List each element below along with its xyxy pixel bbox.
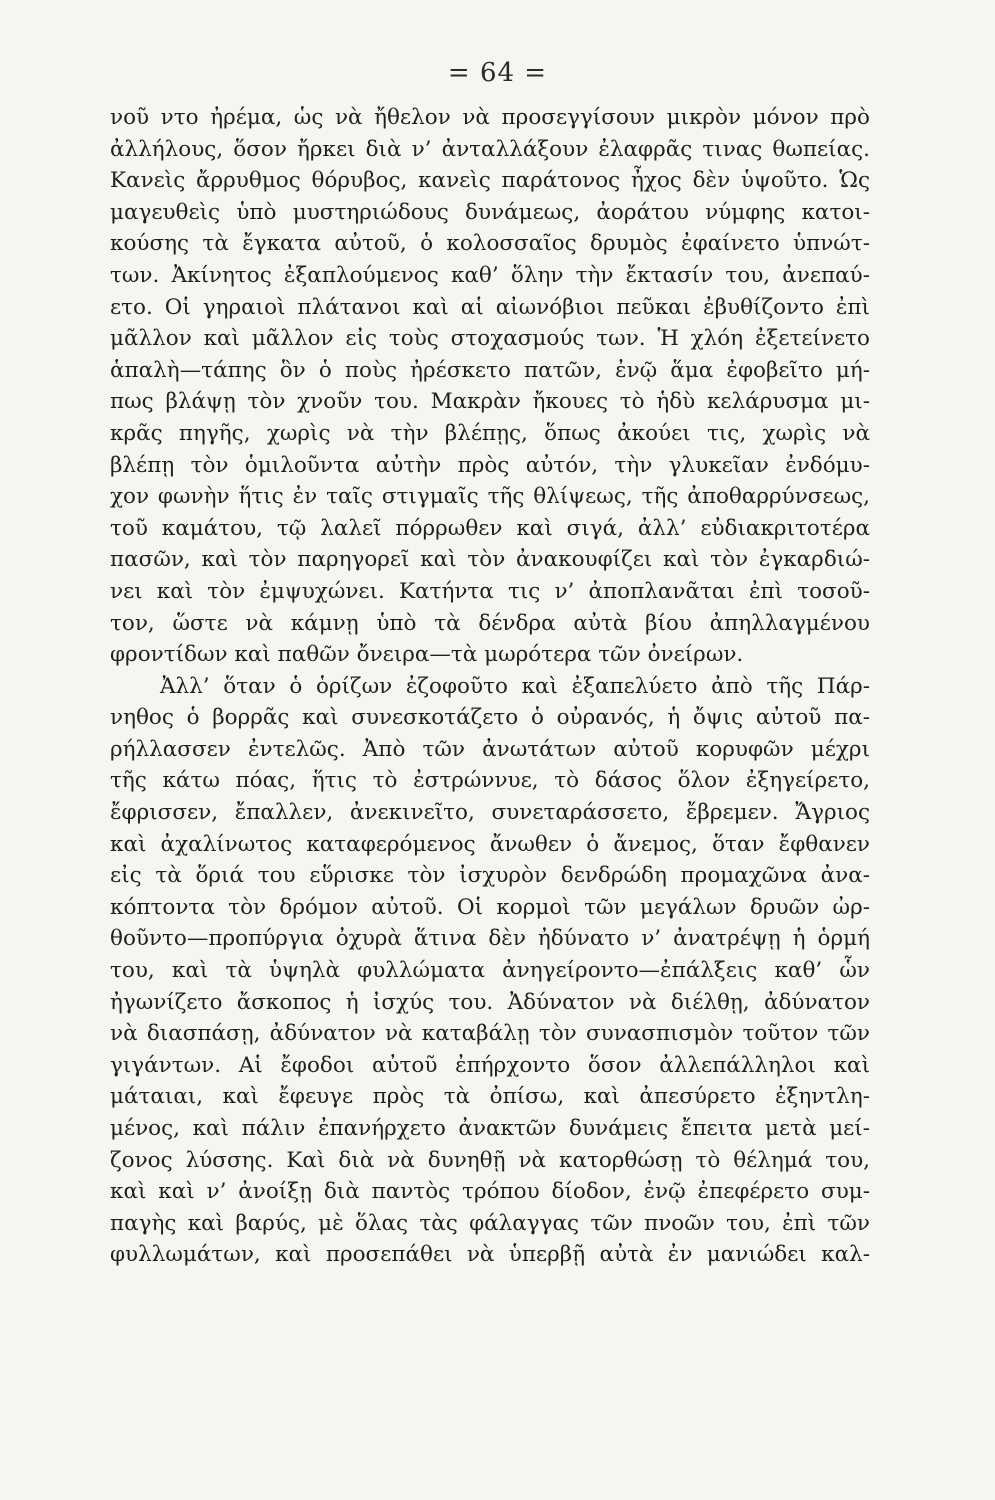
page-number: = 64 = bbox=[447, 58, 548, 88]
text-line: ἔφρισσεν, ἔπαλλεν, ἀνεκινεῖτο, συνεταράσσετο, ἔβρεμεν. Ἄγριος bbox=[110, 800, 870, 826]
text-line: ἀλλήλους, ὅσον ἤρκει διὰ ν’ ἀνταλλάξουν ἐλαφρᾶς τινας θωπείας. bbox=[110, 136, 870, 162]
text-line: Ἀλλ’ ὅταν ὁ ὁρίζων ἐζοφοῦτο καὶ ἐξαπελύετο ἀπὸ τῆς Πάρ- bbox=[160, 673, 870, 699]
text-line: μένος, καὶ πάλιν ἐπανήρχετο ἀνακτῶν δυνάμεις ἔπειτα μετὰ μεί- bbox=[110, 1116, 870, 1141]
text-line: τῆς κάτω πόας, ἥτις τὸ ἐστρώννυε, τὸ δάσος ὅλον ἐξηγείρετο, bbox=[110, 768, 870, 794]
text-line: ζονος λύσσης. Καὶ διὰ νὰ δυνηθῇ νὰ κατορθώσῃ τὸ θέλημά του, bbox=[110, 1147, 870, 1173]
text-line: νει καὶ τὸν ἐμψυχώνει. Κατήντα τις ν’ ἀποπλανᾶται ἐπὶ τοσοῦ- bbox=[110, 578, 870, 604]
text-line: εἰς τὰ ὅριά του εὕρισκε τὸν ἰσχυρὸν δενδρώδη προμαχῶνα ἀνα- bbox=[110, 863, 870, 889]
text-line: ρήλλασσεν ἐντελῶς. Ἀπὸ τῶν ἀνωτάτων αὐτοῦ κορυφῶν μέχρι bbox=[110, 736, 870, 762]
body-text bbox=[110, 102, 870, 1271]
text-line: κρᾶς πηγῆς, χωρὶς νὰ τὴν βλέπῃς, ὅπως ἀκούει τις, χωρὶς νὰ bbox=[110, 420, 870, 446]
text-line: κούσης τὰ ἔγκατα αὐτοῦ, ὁ κολοσσαῖος δρυμὸς ἐφαίνετο ὑπνώτ- bbox=[110, 231, 870, 257]
text-line: ἁπαλὴ—τάπης ὃν ὁ ποὺς ἠρέσκετο πατῶν, ἐνῷ ἅμα ἐφοβεῖτο μή- bbox=[110, 357, 870, 383]
text-line: μαγευθεὶς ὑπὸ μυστηριώδους δυνάμεως, ἀοράτου νύμφης κατοι- bbox=[110, 199, 870, 225]
text-line: τοῦ καμάτου, τῷ λαλεῖ πόρρωθεν καὶ σιγά, ἀλλ’ εὐδιακριτοτέρα bbox=[110, 515, 870, 541]
text-line: πως βλάψῃ τὸν χνοῦν του. Μακρὰν ἤκουες τὸ ἡδὺ κελάρυσμα μι- bbox=[110, 389, 870, 415]
text-line: καὶ καὶ ν’ ἀνοίξῃ διὰ παντὸς τρόπου δίοδον, ἐνῷ ἐπεφέρετο συμ- bbox=[110, 1179, 870, 1205]
text-line: φυλλωμάτων, καὶ προσεπάθει νὰ ὑπερβῇ αὐτὰ ἐν μανιώδει καλ- bbox=[110, 1242, 870, 1268]
text-line: τον, ὥστε νὰ κάμνῃ ὑπὸ τὰ δένδρα αὐτὰ βίου ἀπηλλαγμένου bbox=[110, 610, 870, 636]
text-line: βλέπῃ τὸν ὁμιλοῦντα αὐτὴν πρὸς αὐτόν, τὴν γλυκεῖαν ἐνδόμυ- bbox=[110, 452, 870, 478]
text-line: κόπτοντα τὸν δρόμον αὐτοῦ. Οἱ κορμοὶ τῶν μεγάλων δρυῶν ὠρ- bbox=[110, 894, 870, 920]
text-line: ετο. Οἱ γηραιοὶ πλάτανοι καὶ αἱ αἰωνόβιοι πεῦκαι ἐβυθίζοντο ἐπὶ bbox=[110, 294, 870, 320]
text-line: του, καὶ τὰ ὑψηλὰ φυλλώματα ἀνηγείροντο—ἐπάλξεις καθ’ ὧν bbox=[110, 958, 870, 984]
text-line: Κανεὶς ἄρρυθμος θόρυβος, κανεὶς παράτονος ἦχος δὲν ὑψοῦτο. Ὡς bbox=[110, 168, 870, 194]
text-line: μάταιαι, καὶ ἔφευγε πρὸς τὰ ὀπίσω, καὶ ἀπεσύρετο ἐξηντλη- bbox=[110, 1084, 870, 1110]
text-line: νὰ διασπάσῃ, ἀδύνατον νὰ καταβάλῃ τὸν συνασπισμὸν τοῦτον τῶν bbox=[110, 1021, 870, 1047]
text-line: θοῦντο—προπύργια ὀχυρὰ ἅτινα δὲν ἠδύνατο ν’ ἀνατρέψῃ ἡ ὁρμή bbox=[110, 926, 870, 952]
text-line: ἠγωνίζετο ἄσκοπος ἡ ἰσχύς του. Ἀδύνατον νὰ διέλθῃ, ἀδύνατον bbox=[110, 989, 870, 1015]
text-line: χον φωνὴν ἥτις ἐν ταῖς στιγμαῖς τῆς θλίψεως, τῆς ἀποθαρρύνσεως, bbox=[110, 484, 870, 510]
text-line: νοῦ ντο ἠρέμα, ὡς νὰ ἤθελον νὰ προσεγγίσουν μικρὸν μόνον πρὸ bbox=[110, 105, 870, 130]
text-line: πασῶν, καὶ τὸν παρηγορεῖ καὶ τὸν ἀνακουφίζει καὶ τὸν ἐγκαρδιώ- bbox=[110, 547, 870, 573]
text-line: παγὴς καὶ βαρύς, μὲ ὅλας τὰς φάλαγγας τῶν πνοῶν του, ἐπὶ τῶν bbox=[110, 1210, 870, 1236]
text-line: μᾶλλον καὶ μᾶλλον εἰς τοὺς στοχασμούς των. Ἡ χλόη ἐξετείνετο bbox=[110, 326, 870, 352]
text-line: των. Ἀκίνητος ἐξαπλούμενος καθ’ ὅλην τὴν ἔκτασίν του, ἀνεπαύ- bbox=[110, 262, 870, 288]
text-line: νηθος ὁ βορρᾶς καὶ συνεσκοτάζετο ὁ οὐρανός, ἡ ὄψις αὐτοῦ πα- bbox=[110, 705, 870, 731]
text-line: καὶ ἀχαλίνωτος καταφερόμενος ἄνωθεν ὁ ἄνεμος, ὅταν ἔφθανεν bbox=[110, 831, 870, 857]
text-line: γιγάντων. Αἱ ἔφοδοι αὐτοῦ ἐπήρχοντο ὅσον ἀλλεπάλληλοι καὶ bbox=[110, 1052, 870, 1078]
text-line: φροντίδων καὶ παθῶν ὄνειρα—τὰ μωρότερα τῶν ὀνείρων. bbox=[110, 642, 744, 668]
